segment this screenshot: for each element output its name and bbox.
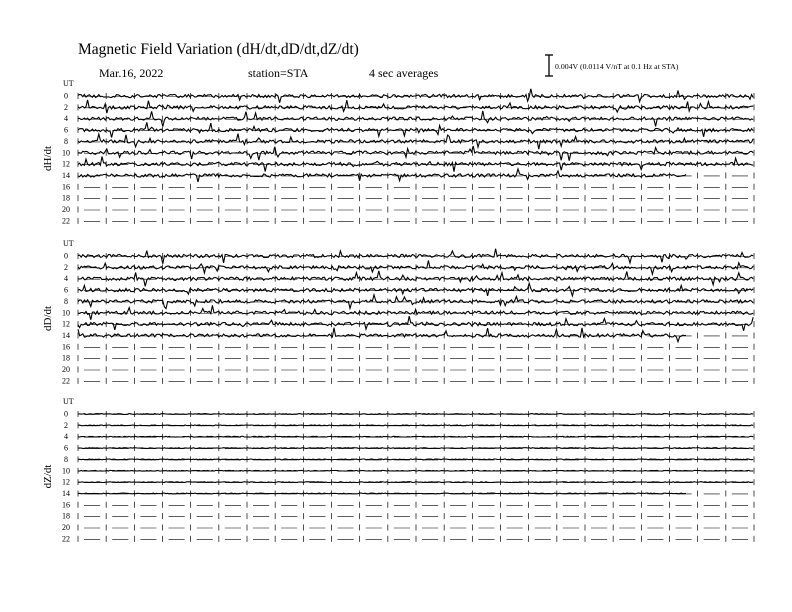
row-label: 20	[62, 205, 70, 214]
row-label: 4	[64, 274, 68, 284]
row-label: 10	[62, 148, 70, 158]
row-label: 14	[62, 170, 70, 180]
data-trace	[78, 169, 686, 182]
data-trace	[78, 89, 753, 103]
data-trace	[78, 316, 753, 331]
panels	[42, 79, 754, 543]
row-label: 6	[64, 443, 68, 453]
row-label: 2	[64, 102, 68, 112]
row-label: 2	[64, 262, 68, 272]
row-label: 20	[62, 365, 70, 374]
scale-bar	[545, 55, 553, 76]
data-trace	[78, 261, 753, 275]
row-label: 20	[62, 523, 70, 532]
axis-label: dH/dt	[42, 145, 54, 171]
time-axis-label: UT	[63, 397, 74, 406]
time-axis-label: UT	[63, 79, 74, 88]
row-label: 10	[62, 308, 70, 318]
data-trace	[78, 134, 753, 150]
row-label: 14	[62, 330, 70, 340]
row-label: 18	[62, 193, 70, 203]
row-label: 16	[62, 342, 70, 352]
chart-title: Magnetic Field Variation (dH/dt,dD/dt,dZ/dt)	[78, 41, 359, 58]
row-label: 12	[62, 159, 70, 169]
row-label: 8	[64, 296, 68, 306]
row-label: 4	[64, 114, 68, 124]
row-label: 4	[64, 432, 68, 442]
row-label: 16	[62, 182, 70, 192]
row-label: 22	[62, 534, 70, 544]
time-axis-label: UT	[63, 239, 74, 248]
scale-note: 0.004V (0.0114 V/nT at 0.1 Hz at STA)	[555, 62, 679, 71]
row-label: 22	[62, 216, 70, 226]
data-trace	[78, 436, 753, 437]
data-trace	[78, 122, 753, 137]
row-label: 8	[64, 136, 68, 146]
data-trace	[78, 100, 753, 113]
panel-dD	[42, 239, 754, 385]
row-label: 10	[62, 466, 70, 476]
row-label: 8	[64, 454, 68, 464]
date-label: Mar.16, 2022	[99, 66, 164, 80]
row-label: 12	[62, 477, 70, 487]
row-label: 18	[62, 353, 70, 363]
row-label: 0	[64, 409, 68, 419]
row-label: 16	[62, 500, 70, 510]
row-label: 2	[64, 420, 68, 430]
data-trace	[78, 448, 753, 449]
row-label: 0	[64, 91, 68, 101]
station-label: station=STA	[248, 66, 309, 80]
averaging-label: 4 sec averages	[369, 66, 439, 80]
data-trace	[78, 305, 753, 319]
data-trace	[78, 459, 753, 460]
panel-dZ	[42, 397, 754, 543]
data-trace	[78, 425, 753, 426]
row-label: 12	[62, 319, 70, 329]
row-label: 22	[62, 376, 70, 386]
row-label: 14	[62, 488, 70, 498]
data-trace	[78, 328, 686, 342]
axis-label: dZ/dt	[42, 464, 54, 489]
row-label: 6	[64, 285, 68, 295]
data-trace	[78, 493, 686, 494]
data-trace	[78, 482, 753, 483]
data-trace	[78, 414, 753, 415]
axis-label: dD/dt	[42, 305, 54, 331]
data-trace	[78, 111, 753, 127]
row-label: 0	[64, 251, 68, 261]
data-trace	[78, 470, 753, 471]
row-label: 18	[62, 511, 70, 521]
panel-dH	[42, 79, 754, 225]
row-label: 6	[64, 125, 68, 135]
data-trace	[78, 283, 753, 296]
data-trace	[78, 157, 753, 172]
